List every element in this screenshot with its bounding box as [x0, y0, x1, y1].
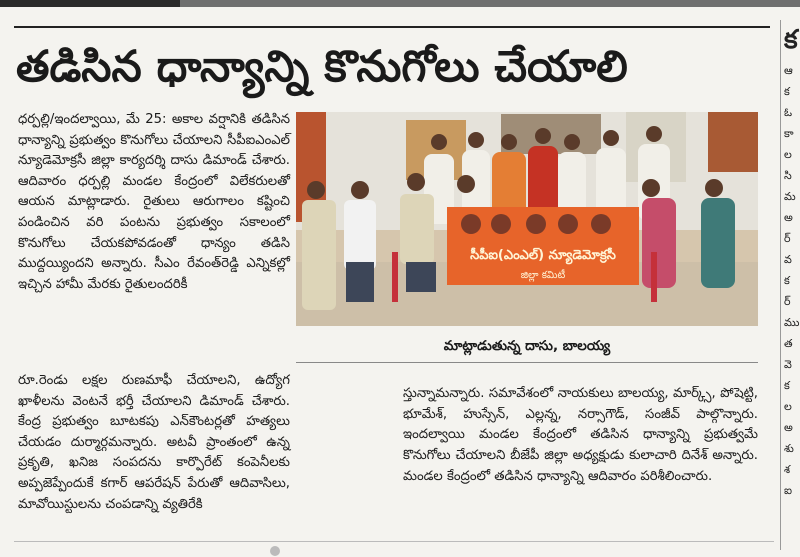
- photo-illustration: [296, 112, 758, 326]
- adjacent-line: త: [784, 337, 793, 350]
- column-divider: [780, 20, 781, 550]
- adjacent-headline-fragment: క: [784, 25, 798, 55]
- adjacent-line: అ: [784, 421, 793, 434]
- adjacent-line: ము: [784, 316, 800, 329]
- photo-caption: మాట్లాడుతున్న దాసు, బాలయ్య: [443, 338, 611, 354]
- headline-top-rule: [14, 26, 770, 28]
- adjacent-line: వ: [784, 253, 792, 266]
- bottom-rule: [14, 541, 774, 542]
- article-body-right: [403, 371, 758, 500]
- article-body-left: [18, 110, 290, 295]
- adjacent-line: వె: [784, 358, 792, 371]
- body-paragraph-right: స్తున్నామన్నారు. సమావేశంలో నాయకులు బాలయ్య, మార్క్స్, పోషెట్టి, భూమేశ్, హుస్సేన్, ఎల్లన్న, నర్సాగౌడ్, సంజీవ్ పాల్గొన్నారు. ఇందల్వాయి మండల కేంద్రంలో తడిసిన ధాన్యాన్ని ప్రభుత్వమే కొనుగోలు చేయాలని బీజేపీ జిల్లా అధ్యక్షుడు కులాచారి దినేశ్ అన్నారు. మండల కేంద్రంలో తడిసిన ధాన్యాన్ని ఆదివారం పరిశీలించారు.: [403, 386, 758, 484]
- adjacent-line: మ: [784, 190, 796, 203]
- adjacent-line: కా: [784, 127, 794, 140]
- adjacent-line: ర్: [784, 295, 791, 308]
- adjacent-line: క: [784, 379, 790, 392]
- adjacent-line: ర్: [784, 232, 791, 245]
- banner-text: సీపీఐ(ఎంఎల్) న్యూడెమోక్రసీ: [470, 248, 616, 263]
- caption-rule: [296, 362, 758, 363]
- adjacent-text-fragments: [784, 60, 800, 501]
- adjacent-line: ఆ: [784, 64, 793, 77]
- article-photo: [296, 112, 758, 326]
- banner-subtext: జిల్లా కమిటీ: [520, 270, 566, 281]
- article-headline: తడిసిన ధాన్యాన్ని కొనుగోలు చేయాలి: [16, 42, 628, 92]
- adjacent-line: క: [784, 274, 790, 287]
- adjacent-line: శ: [784, 463, 791, 476]
- dot-icon: [270, 546, 280, 556]
- adjacent-line: శు: [784, 442, 794, 455]
- adjacent-line: సి: [784, 169, 792, 182]
- adjacent-line: క: [784, 85, 790, 98]
- adjacent-line: ల: [784, 148, 792, 161]
- adjacent-column: [784, 20, 800, 557]
- body-paragraph-left: ధర్పల్లి/ఇందల్వాయి, మే 25: అకాల వర్షానికి తడిసిన ధాన్యాన్ని ప్రభుత్వం కొనుగోలు చేయాలని సీపీఐఎంఎల్ న్యూడెమోక్రసీ జిల్లా కార్యదర్శి దాసు డిమాండ్ చేశారు. ఆదివారం ధర్పల్లి మండల కేంద్రంలో విలేకరులతో ఆయన మాట్లాడారు. రైతులు ఆరుగాలం కష్టించి పండించిన వరి పంటను ప్రభుత్వం సకాలంలో కొనుగోలు చేయకపోవడంతో ధాన్యం తడిసి ముద్దయ్యిందని అన్నారు. సీఎం రేవంత్‌రెడ్డి ఎన్నికల్లో ఇచ్చిన హామీ మేరకు రైతులందరికీ: [18, 112, 290, 292]
- adjacent-line: ఓ: [784, 106, 793, 119]
- adjacent-line: ల: [784, 400, 792, 413]
- adjacent-line: ఐ: [784, 484, 792, 497]
- top-gray-bar: [180, 0, 800, 7]
- body-paragraph-bottom: రూ.రెండు లక్షల రుణమాఫీ చేయాలని, ఉద్యోగ ఖాళీలను వెంటనే భర్తీ చేయాలని డిమాండ్ చేశారు. కేంద్ర ప్రభుత్వం బూటకపు ఎన్‌కౌంటర్లతో హత్యలు చేయడం దుర్మార్గమన్నారు. అటవీ ప్రాంతంలో ఉన్న ప్రకృతి, ఖనిజ సంపదను కార్పొరేట్ కంపెనీలకు అప్పజెప్పేందుకే కగార్ ఆపరేషన్ పేరుతో ఆదివాసిలు, మావోయిస్టులను చంపడాన్ని వ్యతిరేకి: [18, 373, 290, 512]
- adjacent-line: అ: [784, 211, 793, 224]
- article-body-bottom: [18, 371, 290, 515]
